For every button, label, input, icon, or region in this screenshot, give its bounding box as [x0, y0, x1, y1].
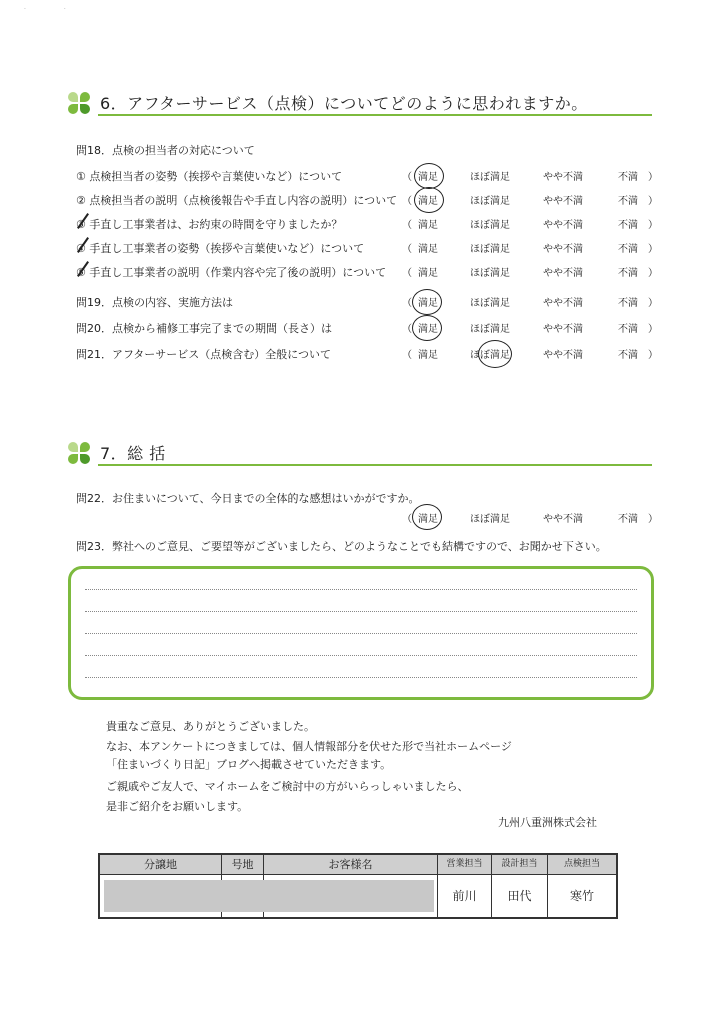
clover-icon: [68, 442, 90, 464]
header-inspection: 点検担当: [548, 855, 616, 875]
sales-staff: 前川: [438, 875, 492, 917]
inspection-staff: 寒竹: [569, 889, 594, 903]
q18-item-2: ② 点検担当者の説明（点検後報告や手直し内容の説明）について: [76, 194, 398, 207]
closing-line-4: ご親戚やご友人で、マイホームをご検討中の方がいらっしゃいましたら、: [106, 780, 469, 793]
options-row-q21: （ 満足 ほぼ満足 やや不満 不満 ）: [400, 346, 658, 362]
clover-icon: [68, 92, 90, 114]
options-row-q19: （ 満足 ほぼ満足 やや不満 不満 ）: [400, 294, 658, 310]
q18-item-5: ⑤ 手直し工事業者の説明（作業内容や完了後の説明）について: [76, 266, 387, 279]
q18-title: 問18．点検の担当者の対応について: [76, 144, 255, 157]
q21-text: 問21．アフターサービス（点検含む）全般について: [76, 348, 332, 361]
options-row-q20: （ 満足 ほぼ満足 やや不満 不満 ）: [400, 320, 658, 336]
section7-header: [68, 440, 652, 466]
section6-header: [68, 90, 652, 116]
section6-title: 6．アフターサービス（点検）についてどのように思われますか。: [100, 94, 588, 113]
option-satisfied[interactable]: 満足: [418, 324, 438, 335]
scan-marks: · ·: [24, 6, 84, 13]
q20-text: 問20．点検から補修工事完了までの期間（長さ）は: [76, 322, 332, 335]
design-staff: 田代: [492, 875, 548, 917]
header-design: 設計担当: [492, 855, 548, 875]
staff-table: [98, 853, 618, 919]
closing-line-1: 貴重なご意見、ありがとうございました。: [106, 720, 315, 733]
options-row-q18-2: （ 満足 ほぼ満足 やや不満 不満 ）: [400, 192, 658, 208]
selection-circle: [478, 340, 512, 368]
header-subdivision: 分譲地: [100, 855, 222, 875]
q19-text: 問19．点検の内容、実施方法は: [76, 296, 233, 309]
option-satisfied[interactable]: 満足: [418, 514, 438, 525]
option-satisfied[interactable]: 満足: [418, 298, 438, 309]
q22-text: 問22．お住まいについて、今日までの全体的な感想はいかがですか。: [76, 492, 420, 505]
options-row-q18-4: （ 満足 ほぼ満足 やや不満 不満 ）: [402, 244, 658, 255]
q18-item-4: ④ 手直し工事業者の姿勢（挨拶や言葉使いなど）について: [76, 242, 365, 255]
closing-line-3: 「住まいづくり日記」ブログへ掲載させていただきます。: [106, 758, 392, 771]
selection-circle: [412, 315, 442, 341]
selection-circle: [412, 504, 442, 530]
closing-line-5: 是非ご紹介をお願いします。: [106, 800, 249, 813]
q23-text: 問23．弊社へのご意見、ご要望等がございましたら、どのようなことでも結構ですので、お聞かせ下さい。: [76, 540, 607, 553]
company-name: 九州八重洲株式会社: [498, 816, 597, 829]
section7-title: 7．総 括: [100, 444, 166, 463]
option-mostly[interactable]: ほぼ満足: [470, 350, 510, 361]
redacted-area: [104, 880, 434, 912]
section6-rule: [98, 114, 652, 116]
options-row-q22: （ 満足 ほぼ満足 やや不満 不満 ）: [400, 510, 658, 526]
options-row-q18-3: （ 満足 ほぼ満足 やや不満 不満 ）: [402, 220, 658, 231]
q18-item-1: ① 点検担当者の姿勢（挨拶や言葉使いなど）について: [76, 170, 343, 183]
closing-line-2: なお、本アンケートにつきましては、個人情報部分を伏せた形で当社ホームページ: [106, 740, 512, 753]
section7-rule: [98, 464, 652, 466]
header-lot: 号地: [222, 855, 264, 875]
selection-circle: [412, 289, 442, 315]
options-row-q18-5: （ 満足 ほぼ満足 やや不満 不満 ）: [402, 268, 658, 279]
options-row-q18-1: （ 満足 ほぼ満足 やや不満 不満 ）: [400, 168, 658, 184]
comment-box[interactable]: [68, 566, 654, 700]
header-customer-name: お客様名: [264, 855, 438, 875]
q18-item-3: ③ 手直し工事業者は、お約束の時間を守りましたか？: [76, 218, 343, 231]
header-sales: 営業担当: [438, 855, 492, 875]
selection-circle: [414, 163, 444, 189]
option-satisfied[interactable]: 満足: [418, 172, 438, 183]
option-satisfied[interactable]: 満足: [418, 196, 438, 207]
selection-circle: [414, 187, 444, 213]
